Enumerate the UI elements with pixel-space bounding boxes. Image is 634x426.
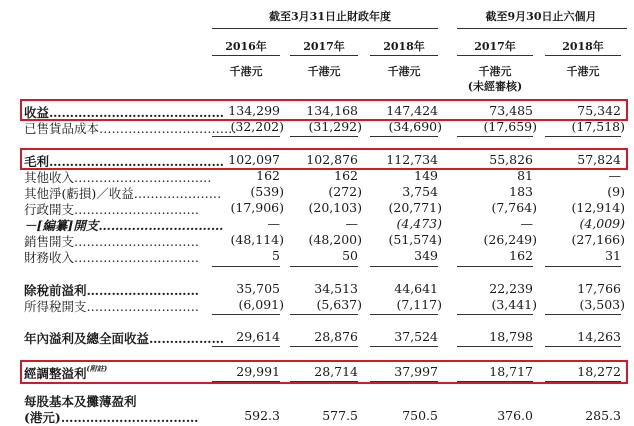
row-label: 除稅前溢利……………………… <box>24 283 200 298</box>
row-value: 162 <box>256 168 280 183</box>
row-label: 行政開支………………………… <box>24 202 200 217</box>
row-value: — <box>267 216 280 231</box>
row-label: 毛利…………………………………… <box>24 154 225 169</box>
row-value: 28,876 <box>314 329 358 344</box>
row-value: 750.5 <box>402 408 438 423</box>
total-rule <box>370 346 438 347</box>
row-value: (20,103) <box>308 200 362 215</box>
row-value: 81 <box>517 168 533 183</box>
row-value: 349 <box>414 248 438 263</box>
row-value: 112,734 <box>386 152 438 167</box>
year-rule <box>370 55 438 56</box>
row-value: 102,097 <box>228 152 280 167</box>
row-value: 14,263 <box>577 329 621 344</box>
row-value: (51,574) <box>388 232 442 247</box>
year-rule <box>457 55 533 56</box>
total-rule <box>290 346 358 347</box>
row-value: (5,637) <box>316 297 362 312</box>
highlight-box-gross-profit <box>20 148 628 170</box>
row-value: 73,485 <box>489 103 533 118</box>
year-rule <box>212 55 280 56</box>
row-value: 37,997 <box>394 364 438 379</box>
row-value: 50 <box>342 248 358 263</box>
year-rule <box>545 55 621 56</box>
row-value: (3,503) <box>579 297 625 312</box>
subtotal-rule <box>212 136 280 137</box>
row-value: 149 <box>414 168 438 183</box>
row-value: 35,705 <box>236 281 280 296</box>
row-value: 376.0 <box>497 408 533 423</box>
row-label: 年內溢利及總全面收益……………… <box>24 331 225 346</box>
row-value: 183 <box>509 184 533 199</box>
row-label: (港元)…………………………… <box>24 410 199 425</box>
row-label: 其他淨(虧損)／收益………………… <box>24 186 222 201</box>
row-value: 134,168 <box>306 103 358 118</box>
row-value: 28,714 <box>314 364 358 379</box>
row-value: (31,292) <box>308 119 362 134</box>
subtotal-rule <box>370 136 438 137</box>
row-value: 57,824 <box>577 152 621 167</box>
row-label: 財務收入………………………… <box>24 250 200 265</box>
row-label: 每股基本及攤薄盈利 <box>24 394 137 409</box>
year-2018-half: 2018年 <box>562 40 604 53</box>
year-2016: 2016年 <box>225 40 267 53</box>
row-value: 29,614 <box>236 329 280 344</box>
row-value: 34,513 <box>314 281 358 296</box>
row-value: (12,914) <box>571 200 625 215</box>
row-value: (17,906) <box>230 200 284 215</box>
total-rule <box>545 346 621 347</box>
subtotal-rule <box>212 266 280 267</box>
subtotal-rule <box>290 314 358 315</box>
row-value: (48,200) <box>308 232 362 247</box>
row-label: 收益…………………………………… <box>24 105 225 120</box>
row-value: 31 <box>605 248 621 263</box>
row-value: (26,249) <box>483 232 537 247</box>
unit-label: 千港元 <box>566 65 600 78</box>
row-value: — <box>608 168 621 183</box>
footnote-marker: (附註) <box>86 364 108 373</box>
row-value: 102,876 <box>306 152 358 167</box>
row-value: 577.5 <box>322 408 358 423</box>
subtotal-rule <box>370 314 438 315</box>
subtotal-rule <box>545 136 621 137</box>
row-value: 44,641 <box>394 281 438 296</box>
row-value: (17,659) <box>483 119 537 134</box>
row-value: 18,717 <box>489 364 533 379</box>
unit-label: 千港元 <box>478 65 512 78</box>
total-rule <box>212 346 280 347</box>
row-value: (20,771) <box>388 200 442 215</box>
row-value: 147,424 <box>386 103 438 118</box>
header-group-six-months: 截至9月30日止六個月 <box>485 10 597 23</box>
row-label: －[編纂]開支………………………… <box>24 218 224 233</box>
row-value: 134,299 <box>228 103 280 118</box>
unit-label: 千港元 <box>229 65 263 78</box>
row-value: 37,524 <box>394 329 438 344</box>
subtotal-rule <box>545 266 621 267</box>
row-value: 17,766 <box>577 281 621 296</box>
row-value: (27,166) <box>571 232 625 247</box>
unit-label: 千港元 <box>307 65 341 78</box>
row-label: 其他收入…………………………… <box>24 170 212 185</box>
year-2017-half: 2017年 <box>474 40 516 53</box>
subtotal-rule <box>457 314 533 315</box>
row-value: 162 <box>509 248 533 263</box>
year-2017: 2017年 <box>303 40 345 53</box>
subtotal-rule <box>457 266 533 267</box>
year-2018: 2018年 <box>383 40 425 53</box>
row-value: (272) <box>328 184 362 199</box>
row-value: (4,473) <box>396 216 442 231</box>
row-value: 29,991 <box>236 364 280 379</box>
row-value: 75,342 <box>577 103 621 118</box>
row-value: (17,518) <box>571 119 625 134</box>
row-label: 銷售開支………………………… <box>24 234 200 249</box>
row-value: (3,441) <box>491 297 537 312</box>
header-group-fiscal-year: 截至3月31日止財政年度 <box>269 10 391 23</box>
row-label: 所得稅開支……………………… <box>24 299 200 314</box>
subtotal-rule <box>545 314 621 315</box>
subtotal-rule <box>290 136 358 137</box>
header-rule <box>457 28 627 29</box>
row-value: 3,754 <box>402 184 438 199</box>
row-value: (7,117) <box>396 297 442 312</box>
row-value: (34,690) <box>388 119 442 134</box>
unit-label: 千港元 <box>387 65 421 78</box>
highlight-box-adjusted-profit <box>20 360 628 384</box>
unaudited-note: (未經審核) <box>467 80 523 93</box>
row-value: 162 <box>334 168 358 183</box>
row-value: 5 <box>272 248 280 263</box>
total-rule <box>457 346 533 347</box>
row-value: (32,202) <box>230 119 284 134</box>
row-value: (7,764) <box>491 200 537 215</box>
row-value: — <box>345 216 358 231</box>
row-value: 18,798 <box>489 329 533 344</box>
highlight-box-revenue <box>20 99 628 121</box>
row-value: 55,826 <box>489 152 533 167</box>
adjusted-profit-label: 經調整溢利 <box>24 366 87 381</box>
year-rule <box>290 55 358 56</box>
row-value: (539) <box>250 184 284 199</box>
subtotal-rule <box>212 314 280 315</box>
row-value: 18,272 <box>577 364 621 379</box>
row-value: 285.3 <box>585 408 621 423</box>
subtotal-rule <box>370 266 438 267</box>
row-label: 已售貨品成本…………………………… <box>24 121 237 136</box>
header-rule <box>212 28 438 29</box>
row-value: (48,114) <box>230 232 284 247</box>
subtotal-rule <box>457 136 533 137</box>
row-value: (4,009) <box>579 216 625 231</box>
row-value: 22,239 <box>489 281 533 296</box>
row-value: 592.3 <box>244 408 280 423</box>
row-value: (9) <box>607 184 625 199</box>
row-value: (6,091) <box>238 297 284 312</box>
subtotal-rule <box>290 266 358 267</box>
row-value: — <box>520 216 533 231</box>
